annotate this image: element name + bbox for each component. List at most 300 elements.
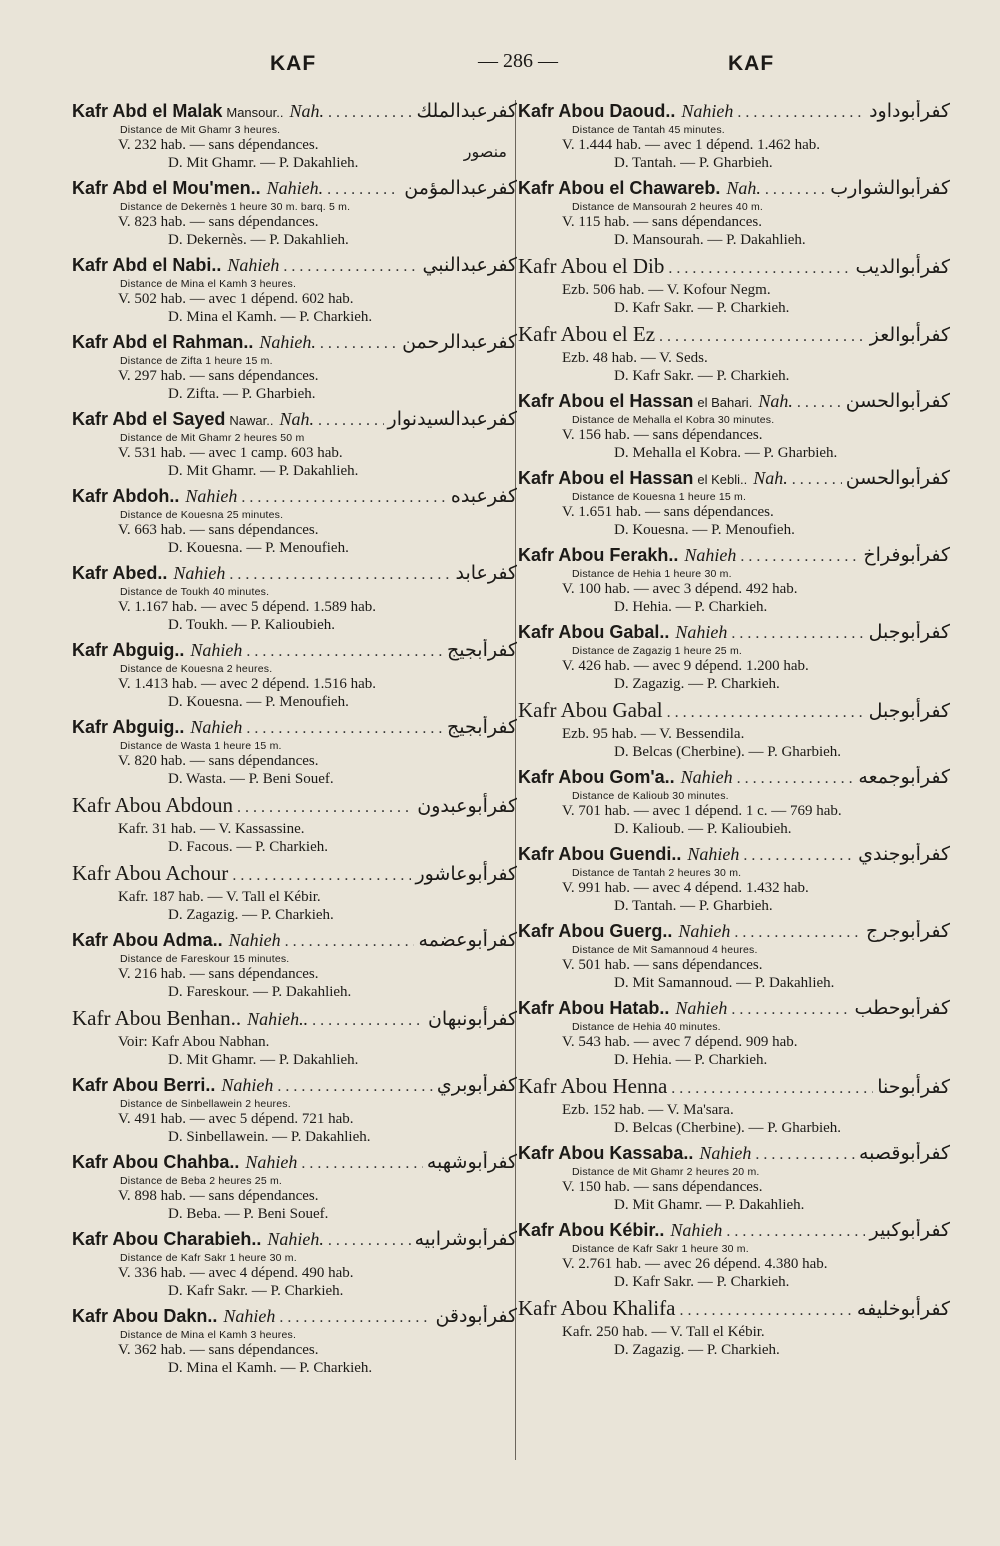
- gazetteer-entry: [72, 562, 517, 634]
- entry-heading: [518, 766, 950, 793]
- entry-kind: Nahieh: [223, 1306, 276, 1326]
- gazetteer-entry: [72, 929, 517, 1001]
- entry-district: D. Tantah. — P. Gharbieh.: [614, 155, 773, 171]
- entry-kind: Nahieh: [190, 640, 243, 660]
- entry-district: D. Hehia. — P. Charkieh.: [614, 599, 768, 615]
- entry-distance: Distance de Kouesna 2 heures.: [120, 663, 273, 675]
- entry-heading: [518, 467, 950, 494]
- leader-dots: [241, 489, 447, 507]
- arabic-name: كفرأبوجبل: [868, 621, 950, 643]
- entry-heading: [72, 177, 517, 204]
- entry-distance: Distance de Kafr Sakr 1 heure 30 m.: [120, 1252, 297, 1264]
- entry-heading: [72, 793, 517, 820]
- arabic-name: كفرأبوخليفه: [856, 1298, 950, 1320]
- gazetteer-entry: [518, 766, 950, 838]
- entry-heading: [72, 1228, 517, 1255]
- entry-heading: [518, 1219, 950, 1246]
- arabic-name: كفرعبده: [450, 485, 517, 507]
- entry-heading: [518, 1142, 950, 1169]
- entry-heading: [72, 1151, 517, 1178]
- arabic-name: كفرأبونبهان: [427, 1008, 517, 1030]
- gazetteer-entry: [72, 177, 517, 249]
- entry-population: V. 543 hab. — avec 7 dépend. 909 hab.: [562, 1034, 798, 1050]
- entry-district: D. Mansourah. — P. Dakahlieh.: [614, 232, 806, 248]
- gazetteer-entry: [518, 467, 950, 539]
- entry-heading: [72, 861, 517, 888]
- entry-name: Kafr Abou Guerg..: [518, 921, 673, 941]
- entry-district: D. Zagazig. — P. Charkieh.: [614, 676, 780, 692]
- leader-dots: [232, 867, 411, 885]
- arabic-name: كفرأبوالديب: [855, 256, 950, 278]
- gazetteer-entry: [518, 544, 950, 616]
- entry-heading: [72, 254, 517, 281]
- gazetteer-entry: [518, 997, 950, 1069]
- entry-population: V. 426 hab. — avec 9 dépend. 1.200 hab.: [562, 658, 809, 674]
- entry-population: V. 216 hab. — sans dépendances.: [118, 966, 319, 982]
- entry-kind: Nah.: [279, 409, 314, 429]
- entry-distance: Distance de Toukh 40 minutes.: [120, 586, 270, 598]
- entry-kind: Nahieh: [221, 1075, 274, 1095]
- left-column: [72, 100, 517, 1382]
- arabic-name: كفرأبوقصبه: [858, 1142, 950, 1164]
- gazetteer-entry: [72, 331, 517, 403]
- entry-name: Kafr Abou Guendi..: [518, 844, 682, 864]
- arabic-name: كفرأبوشرابيه: [414, 1228, 517, 1250]
- entry-name: Kafr Abguig..: [72, 640, 185, 660]
- leader-dots: [743, 847, 854, 865]
- entry-kind: Nahieh: [185, 486, 238, 506]
- arabic-name: كفرعبدالسيدنوار: [387, 408, 517, 430]
- entry-population: V. 297 hab. — sans dépendances.: [118, 368, 319, 384]
- entry-kind: Nahieh: [684, 545, 737, 565]
- entry-distance: Distance de Kalioub 30 minutes.: [572, 790, 729, 802]
- entry-name: Kafr Abou el Chawareb.: [518, 178, 721, 198]
- leader-dots: [246, 643, 443, 661]
- entry-distance: Distance de Kouesna 1 heure 15 m.: [572, 491, 747, 503]
- entry-name: Kafr Abou Dakn..: [72, 1306, 218, 1326]
- entry-population: V. 491 hab. — avec 5 dépend. 721 hab.: [118, 1111, 354, 1127]
- entry-heading: [72, 1074, 517, 1101]
- entry-district: D. Mit Ghamr. — P. Dakahlieh.: [168, 1052, 359, 1068]
- entry-heading: [518, 997, 950, 1024]
- entry-kind: Nahieh: [680, 767, 733, 787]
- leader-dots: [659, 328, 866, 346]
- entry-name: Kafr Abou Ferakh..: [518, 545, 679, 565]
- entry-population: Kafr. 250 hab. — V. Tall el Kébir.: [562, 1324, 765, 1340]
- entry-name: Kafr Abd el Nabi..: [72, 255, 222, 275]
- entry-population: V. 531 hab. — avec 1 camp. 603 hab.: [118, 445, 343, 461]
- entry-kind: Nah.: [289, 101, 324, 121]
- entry-district: D. Mehalla el Kobra. — P. Gharbieh.: [614, 445, 838, 461]
- entry-district: D. Kalioub. — P. Kalioubieh.: [614, 821, 792, 837]
- leader-dots: [277, 1078, 432, 1096]
- entry-kind: Nahieh: [687, 844, 740, 864]
- entry-population: V. 336 hab. — avec 4 dépend. 490 hab.: [118, 1265, 354, 1281]
- gazetteer-entry: [72, 861, 517, 924]
- entry-population: Kafr. 187 hab. — V. Tall el Kébir.: [118, 889, 321, 905]
- leader-dots: [740, 548, 859, 566]
- entry-kind: Nahieh.: [267, 1229, 324, 1249]
- entry-district: D. Tantah. — P. Gharbieh.: [614, 898, 773, 914]
- leader-dots: [327, 181, 400, 199]
- entry-district: D. Facous. — P. Charkieh.: [168, 839, 328, 855]
- entry-name: Kafr Abed..: [72, 563, 168, 583]
- leader-dots: [731, 625, 864, 643]
- entry-population: Ezb. 48 hab. — V. Seds.: [562, 350, 708, 366]
- entry-name: Kafr Abou Berri..: [72, 1075, 216, 1095]
- entry-distance: Distance de Mina el Kamh 3 heures.: [120, 1329, 297, 1341]
- entry-qualifier: Mansour..: [226, 105, 284, 120]
- leader-dots: [312, 1012, 424, 1030]
- entry-distance: Distance de Mit Ghamr 2 heures 20 m.: [572, 1166, 760, 1178]
- entry-name: Kafr Abou Gabal: [518, 698, 663, 722]
- entry-distance: Distance de Mehalla el Kobra 30 minutes.: [572, 414, 775, 426]
- entry-district: D. Kafr Sakr. — P. Charkieh.: [614, 300, 790, 316]
- entry-heading: [72, 1305, 517, 1332]
- entry-distance: Distance de Mina el Kamh 3 heures.: [120, 278, 297, 290]
- arabic-name: كفرأبوجمعه: [858, 766, 950, 788]
- entry-heading: [72, 331, 517, 358]
- entry-kind: Nahieh: [675, 622, 728, 642]
- arabic-name: كفرأبجيج: [447, 639, 517, 661]
- entry-kind: Nahieh: [227, 255, 280, 275]
- entry-district: D. Fareskour. — P. Dakahlieh.: [168, 984, 352, 1000]
- entry-district: D. Dekernès. — P. Dakahlieh.: [168, 232, 349, 248]
- entry-population: V. 898 hab. — sans dépendances.: [118, 1188, 319, 1204]
- entry-heading: [518, 843, 950, 870]
- entry-qualifier: Nawar..: [229, 413, 274, 428]
- entry-distance: Distance de Kouesna 25 minutes.: [120, 509, 284, 521]
- entry-heading: [518, 100, 950, 127]
- entry-district: D. Mit Ghamr. — P. Dakahlieh.: [168, 463, 359, 479]
- gazetteer-entry: [518, 698, 950, 761]
- arabic-name: كفرأبوالشوارب: [830, 177, 950, 199]
- gazetteer-entry: [72, 1305, 517, 1377]
- entry-distance: Distance de Mit Samannoud 4 heures.: [572, 944, 758, 956]
- arabic-name: كفرأبوعاشور: [415, 863, 517, 885]
- gazetteer-entry: [518, 1219, 950, 1291]
- gazetteer-entry: [72, 793, 517, 856]
- leader-dots: [301, 1155, 423, 1173]
- entry-heading: [518, 1074, 950, 1101]
- gazetteer-entry: [518, 920, 950, 992]
- entry-kind: Nahieh: [245, 1152, 298, 1172]
- entry-kind: Nahieh..: [247, 1009, 309, 1029]
- gazetteer-entry: [518, 1296, 950, 1359]
- entry-name: Kafr Abou Gom'a..: [518, 767, 675, 787]
- entry-population: V. 150 hab. — sans dépendances.: [562, 1179, 763, 1195]
- arabic-name: كفرعبدالملك: [416, 100, 517, 122]
- leader-dots: [737, 770, 855, 788]
- entry-name: Kafr Abou Achour: [72, 861, 229, 885]
- entry-distance: Distance de Zifta 1 heure 15 m.: [120, 355, 273, 367]
- entry-population: V. 823 hab. — sans dépendances.: [118, 214, 319, 230]
- arabic-name: كفرأبوجندي: [858, 843, 950, 865]
- entry-population: V. 701 hab. — avec 1 dépend. 1 c. — 769 hab.: [562, 803, 842, 819]
- gazetteer-entry: [518, 254, 950, 317]
- entry-heading: [72, 716, 517, 743]
- entry-kind: Nahieh: [173, 563, 226, 583]
- arabic-name: كفرأبوعبدون: [417, 795, 517, 817]
- right-column: [518, 100, 950, 1364]
- entry-name: Kafr Abou Gabal..: [518, 622, 670, 642]
- entry-population: V. 1.444 hab. — avec 1 dépend. 1.462 hab.: [562, 137, 821, 153]
- gazetteer-entry: [72, 408, 517, 480]
- entry-heading: [72, 929, 517, 956]
- entry-heading: [518, 254, 950, 281]
- entry-population: V. 100 hab. — avec 3 dépend. 492 hab.: [562, 581, 798, 597]
- entry-heading: [518, 920, 950, 947]
- entry-name: Kafr Abguig..: [72, 717, 185, 737]
- leader-dots: [765, 181, 826, 199]
- gazetteer-entry: [72, 716, 517, 788]
- leader-dots: [731, 1001, 850, 1019]
- entry-district: D. Mina el Kamh. — P. Charkieh.: [168, 309, 373, 325]
- entry-kind: Nahieh: [699, 1143, 752, 1163]
- arabic-name: كفرأبوبري: [436, 1074, 517, 1096]
- entry-distance: Distance de Sinbellawein 2 heures.: [120, 1098, 291, 1110]
- entry-population: V. 156 hab. — sans dépendances.: [562, 427, 763, 443]
- entry-kind: Nah.: [726, 178, 761, 198]
- arabic-name: كفرأبوجبل: [868, 700, 950, 722]
- entry-heading: [518, 177, 950, 204]
- arabic-name: كفرأبوالحسن: [845, 467, 950, 489]
- arabic-name: كفرعبدالمؤمن: [404, 177, 517, 199]
- gazetteer-entry: [72, 100, 517, 172]
- entry-population: V. 991 hab. — avec 4 dépend. 1.432 hab.: [562, 880, 809, 896]
- entry-name: Kafr Abou el Hassan: [518, 468, 694, 488]
- entry-distance: Distance de Mansourah 2 heures 40 m.: [572, 201, 764, 213]
- leader-dots: [726, 1223, 865, 1241]
- gazetteer-entry: [72, 1074, 517, 1146]
- entry-population: Ezb. 152 hab. — V. Ma'sara.: [562, 1102, 734, 1118]
- entry-district: D. Mit Ghamr. — P. Dakahlieh.: [614, 1197, 805, 1213]
- entry-population: V. 501 hab. — sans dépendances.: [562, 957, 763, 973]
- arabic-name: كفرأبوشهبه: [426, 1151, 517, 1173]
- entry-name: Kafr Abou Adma..: [72, 930, 223, 950]
- leader-dots: [237, 799, 413, 817]
- leader-dots: [667, 704, 865, 722]
- entry-heading: [518, 390, 950, 417]
- entry-name: Kafr Abou el Ez: [518, 322, 656, 346]
- entry-district: D. Toukh. — P. Kalioubieh.: [168, 617, 336, 633]
- entry-kind: Nahieh: [678, 921, 731, 941]
- gazetteer-entry: [518, 1074, 950, 1137]
- entry-population: Ezb. 95 hab. — V. Bessendila.: [562, 726, 745, 742]
- entry-heading: [72, 408, 517, 435]
- running-head-right: KAF: [728, 52, 775, 75]
- arabic-name: كفرأبوداود: [869, 100, 950, 122]
- leader-dots: [737, 104, 865, 122]
- arabic-name: كفرأبوعضمه: [418, 929, 517, 951]
- entry-name: Kafr Abd el Malak: [72, 101, 223, 121]
- entry-name: Kafr Abou Kassaba..: [518, 1143, 694, 1163]
- entry-distance: Distance de Mit Ghamr 2 heures 50 m: [120, 432, 305, 444]
- arabic-name: كفرأبوالعز: [869, 324, 950, 346]
- entry-district: D. Wasta. — P. Beni Souef.: [168, 771, 334, 787]
- leader-dots: [328, 1232, 411, 1250]
- entry-district: D. Kouesna. — P. Menoufieh.: [168, 540, 349, 556]
- entry-name: Kafr Abou Charabieh..: [72, 1229, 262, 1249]
- arabic-name: كفرأبوالحسن: [845, 390, 950, 412]
- gazetteer-entry: [518, 100, 950, 172]
- entry-name: Kafr Abou Abdoun: [72, 793, 233, 817]
- leader-dots: [734, 924, 862, 942]
- entry-heading: [72, 562, 517, 589]
- arabic-name: كفرأبوحنا: [877, 1076, 950, 1098]
- entry-distance: Distance de Fareskour 15 minutes.: [120, 953, 290, 965]
- gazetteer-entry: [72, 254, 517, 326]
- entry-kind: Nah.: [753, 468, 788, 488]
- gazetteer-entry: [518, 390, 950, 462]
- entry-name: Kafr Abd el Sayed: [72, 409, 226, 429]
- arabic-name: كفرأبوحطب: [854, 997, 950, 1019]
- arabic-subname: منصور: [463, 142, 507, 161]
- entry-district: D. Kafr Sakr. — P. Charkieh.: [614, 1274, 790, 1290]
- entry-heading: [518, 698, 950, 725]
- entry-kind: Nahieh: [675, 998, 728, 1018]
- entry-name: Kafr Abou Kébir..: [518, 1220, 665, 1240]
- leader-dots: [318, 412, 384, 430]
- gazetteer-entry: [72, 1228, 517, 1300]
- entry-district: D. Mina el Kamh. — P. Charkieh.: [168, 1360, 373, 1376]
- entry-distance: Distance de Wasta 1 heure 15 m.: [120, 740, 282, 752]
- entry-distance: Distance de Hehia 40 minutes.: [572, 1021, 721, 1033]
- entry-kind: Nahieh.: [266, 178, 324, 198]
- entry-distance: Distance de Beba 2 heures 25 m.: [120, 1175, 283, 1187]
- entry-distance: Distance de Kafr Sakr 1 heure 30 m.: [572, 1243, 749, 1255]
- entry-kind: Nahieh: [681, 101, 734, 121]
- leader-dots: [229, 566, 451, 584]
- arabic-name: كفرأبوفراخ: [863, 544, 950, 566]
- entry-name: Kafr Abou Henna: [518, 1074, 668, 1098]
- gazetteer-entry: [72, 485, 517, 557]
- leader-dots: [679, 1302, 852, 1320]
- entry-population: Ezb. 506 hab. — V. Kofour Negm.: [562, 282, 771, 298]
- gazetteer-entry: [518, 322, 950, 385]
- entry-name: Kafr Abou Khalifa: [518, 1296, 676, 1320]
- entry-name: Kafr Abou Chahba..: [72, 1152, 240, 1172]
- entry-district: D. Zagazig. — P. Charkieh.: [168, 907, 334, 923]
- entry-population: V. 502 hab. — avec 1 dépend. 602 hab.: [118, 291, 354, 307]
- entry-kind: Nahieh: [190, 717, 243, 737]
- entry-population: V. 1.413 hab. — avec 2 dépend. 1.516 hab.: [118, 676, 377, 692]
- entry-district: D. Kouesna. — P. Menoufieh.: [614, 522, 795, 538]
- entry-district: D. Zagazig. — P. Charkieh.: [614, 1342, 780, 1358]
- entry-name: Kafr Abou Hatab..: [518, 998, 670, 1018]
- arabic-name: كفرأبودقن: [435, 1305, 517, 1327]
- entry-district: D. Mit Ghamr. — P. Dakahlieh.: [168, 155, 359, 171]
- entry-district: D. Beba. — P. Beni Souef.: [168, 1206, 329, 1222]
- entry-name: Kafr Abd el Rahman..: [72, 332, 254, 352]
- entry-district: D. Zifta. — P. Gharbieh.: [168, 386, 316, 402]
- arabic-name: كفرأبوجرج: [865, 920, 950, 942]
- entry-distance: Distance de Mit Ghamr 3 heures.: [120, 124, 281, 136]
- arabic-name: كفرأبوكبير: [869, 1219, 950, 1241]
- leader-dots: [320, 335, 398, 353]
- entry-name: Kafr Abou el Hassan: [518, 391, 694, 411]
- entry-heading: [72, 1006, 517, 1033]
- entry-heading: [518, 621, 950, 648]
- leader-dots: [797, 394, 842, 412]
- entry-qualifier: el Bahari.: [697, 395, 753, 410]
- entry-population: V. 232 hab. — sans dépendances.: [118, 137, 319, 153]
- entry-name: Kafr Abou el Dib: [518, 254, 665, 278]
- entry-name: Kafr Abd el Mou'men..: [72, 178, 261, 198]
- entry-distance: Distance de Hehia 1 heure 30 m.: [572, 568, 732, 580]
- entry-district: D. Mit Samannoud. — P. Dakahlieh.: [614, 975, 835, 991]
- entry-district: D. Sinbellawein. — P. Dakahlieh.: [168, 1129, 371, 1145]
- arabic-name: كفرعبدالرحمن: [402, 331, 517, 353]
- entry-kind: Nah.: [758, 391, 793, 411]
- entry-distance: Distance de Tantah 45 minutes.: [572, 124, 725, 136]
- entry-district: D. Hehia. — P. Charkieh.: [614, 1052, 768, 1068]
- gazetteer-entry: [518, 621, 950, 693]
- entry-name: Kafr Abdoh..: [72, 486, 180, 506]
- entry-kind: Nahieh.: [259, 332, 316, 352]
- gazetteer-entry: [72, 1006, 517, 1069]
- entry-population: V. 2.761 hab. — avec 26 dépend. 4.380 hab.: [562, 1256, 828, 1272]
- entry-distance: Distance de Tantah 2 heures 30 m.: [572, 867, 742, 879]
- entry-name: Kafr Abou Benhan..: [72, 1006, 242, 1030]
- leader-dots: [755, 1146, 855, 1164]
- entry-heading: [518, 322, 950, 349]
- running-head-left: KAF: [270, 52, 317, 75]
- entry-heading: [72, 100, 517, 127]
- arabic-name: كفرأبجيج: [447, 716, 517, 738]
- gazetteer-entry: [518, 177, 950, 249]
- entry-population: V. 362 hab. — sans dépendances.: [118, 1342, 319, 1358]
- entry-district: D. Kafr Sakr. — P. Charkieh.: [168, 1283, 344, 1299]
- gazetteer-entry: [518, 843, 950, 915]
- arabic-name: كفرعابد: [455, 562, 517, 584]
- gazetteer-entry: [518, 1142, 950, 1214]
- entry-district: D. Belcas (Cherbine). — P. Gharbieh.: [614, 744, 842, 760]
- entry-district: D. Kouesna. — P. Menoufieh.: [168, 694, 349, 710]
- entry-name: Kafr Abou Daoud..: [518, 101, 676, 121]
- gazetteer-entry: [72, 639, 517, 711]
- entry-heading: [518, 1296, 950, 1323]
- page-number: — 286 —: [478, 50, 558, 72]
- entry-district: D. Kafr Sakr. — P. Charkieh.: [614, 368, 790, 384]
- entry-population: Voir: Kafr Abou Nabhan.: [118, 1034, 270, 1050]
- entry-heading: [72, 639, 517, 666]
- entry-distance: Distance de Dekernès 1 heure 30 m. barq. 5 m.: [120, 201, 351, 213]
- entry-district: D. Belcas (Cherbine). — P. Gharbieh.: [614, 1120, 842, 1136]
- leader-dots: [671, 1080, 873, 1098]
- entry-population: V. 115 hab. — sans dépendances.: [562, 214, 762, 230]
- entry-population: V. 820 hab. — sans dépendances.: [118, 753, 319, 769]
- leader-dots: [792, 471, 842, 489]
- leader-dots: [328, 104, 412, 122]
- entry-population: Kafr. 31 hab. — V. Kassassine.: [118, 821, 305, 837]
- entry-population: V. 663 hab. — sans dépendances.: [118, 522, 319, 538]
- leader-dots: [285, 933, 415, 951]
- leader-dots: [246, 720, 443, 738]
- entry-heading: [518, 544, 950, 571]
- entry-population: V. 1.167 hab. — avec 5 dépend. 1.589 hab.: [118, 599, 377, 615]
- gazetteer-entry: [72, 1151, 517, 1223]
- entry-kind: Nahieh: [670, 1220, 723, 1240]
- leader-dots: [279, 1309, 431, 1327]
- entry-qualifier: el Kebli..: [697, 472, 748, 487]
- entry-population: V. 1.651 hab. — sans dépendances.: [562, 504, 774, 520]
- arabic-name: كفرعبدالنبي: [422, 254, 517, 276]
- entry-kind: Nahieh: [228, 930, 281, 950]
- entry-distance: Distance de Zagazig 1 heure 25 m.: [572, 645, 743, 657]
- leader-dots: [283, 258, 418, 276]
- entry-heading: [72, 485, 517, 512]
